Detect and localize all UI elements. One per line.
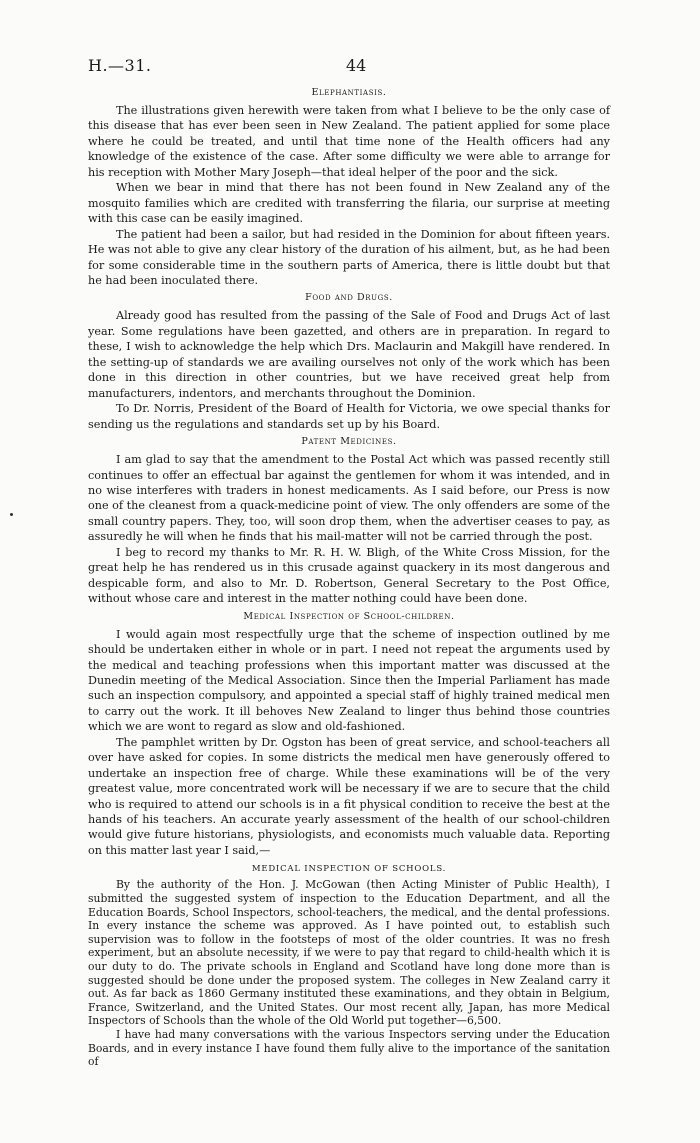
section-medical-inspection	[88, 609, 610, 859]
section-heading: Patent Medicines.	[301, 436, 397, 448]
section-heading: Food and Drugs.	[305, 292, 393, 304]
section-food-and-drugs	[88, 290, 610, 432]
section-heading: Medical Inspection of School-children.	[243, 610, 455, 622]
page-header	[88, 56, 618, 76]
section-patent-medicines	[88, 434, 610, 607]
margin-dot	[10, 513, 13, 516]
section-heading: Elephantiasis.	[311, 87, 387, 98]
page-number: 44	[346, 56, 367, 75]
paragraph: I beg to record my thanks to Mr. R. H. W. Bligh, of the White Cross Mission, for the great help he has rendered us in this crusade against quackery in its most dangerous and despicable form, and also to Mr. D. Robertson, General Secretary to the Post Office, without whose care and interest in the matter nothing could have been done.	[88, 545, 610, 606]
page-body	[88, 83, 610, 1069]
paragraph: To Dr. Norris, President of the Board of Health for Victoria, we owe special thanks for sending us the regulations and standards set up by his Board.	[88, 402, 610, 431]
paragraph: The illustrations given herewith were taken from what I believe to be the only case of this disease that has ever been seen in New Zealand. The patient applied for some place where he could be treated, and until that time none of the Health officers had any knowledge of the existence of the case. After some difficulty we were able to arrange for his reception with Mother Mary Joseph—that ideal helper of the poor and the sick.	[88, 104, 610, 179]
paragraph: The pamphlet written by Dr. Ogston has been of great service, and school-teachers all over have asked for copies. In some districts the medical men have generously offered to undertake an inspection free of charge. While these examinations will be of the very greatest value, more concentrated work will be necessary if we are to secure that the child who is required to attend our schools is in a fit physical condition to receive the best at the hands of his teachers. An accurate yearly assessment of the health of our school-children would give future historians, physiologists, and economists much valuable data. Reporting on this matter last year I said,—	[88, 735, 610, 857]
paragraph: Already good has resulted from the passing of the Sale of Food and Drugs Act of last year. Some regulations have been gazetted, and others are in preparation. In regard to these, I wish to acknowledge the help which Drs. Maclaurin and Makgill have rendered. In the setting-up of standards we are availing ourselves not only of the work which has been done in this direction in other countries, but we have received great help from manufacturers, indentors, and merchants throughout the Dominion.	[88, 309, 610, 400]
quote-heading: MEDICAL INSPECTION OF SCHOOLS.	[251, 864, 447, 875]
quote-paragraph: By the authority of the Hon. J. McGowan (then Acting Minister of Public Health), I submitted the suggested system of inspection to the Education Department, and all the Education Boards, School Inspectors, school-teachers, the medical, and the dental professions. In every instance the scheme was approved. As I have pointed out, to establish such supervision was to follow in the footsteps of most of the older countries. It was no fresh experiment, but an absolute necessity, if we were to pay that regard to child-health which it is our duty to do. The private schools in England and Scotland have long done more than is suggested should be done under the proposed system. The colleges in New Zealand carry it out. As far back as 1860 Germany instituted these examinations, and they obtain in Belgium, France, Switzerland, and the United States. Our most recent ally, Japan, has more Medical Inspectors of Schools than the whole of the Old World put together—6,500.	[88, 878, 610, 1028]
paragraph: I am glad to say that the amendment to the Postal Act which was passed recently still continues to offer an effectual bar against the gentlemen for whom it was intended, and in no wise interferes with traders in honest medicaments. As I said before, our Press is now one of the cleanest from a quack-medicine point of view. The only offenders are some of the small country papers. They, too, will soon drop them, when the advertiser ceases to pay, as assuredly he will when he finds that his mail-matter will not be carried through the post.	[88, 453, 610, 544]
quoted-report	[88, 862, 610, 1068]
document-reference: H.—31.	[88, 56, 152, 75]
paragraph: I would again most respectfully urge that the scheme of inspection outlined by me should be undertaken either in whole or in part. I need not repeat the arguments used by the medical and teaching professions when this important matter was discussed at the Dunedin meeting of the Medical Association. Since then the Imperial Parliament has made such an inspection compulsory, and appointed a special staff of highly trained medical men to carry out the work. It ill behoves New Zealand to linger thus behind those countries which we are wont to regard as slow and old-fashioned.	[88, 627, 610, 734]
paragraph: When we bear in mind that there has not been found in New Zealand any of the mosquito families which are credited with transferring the filaria, our surprise at meeting with this case can be easily imagined.	[88, 181, 610, 226]
section-elephantiasis	[88, 85, 610, 288]
paragraph: The patient had been a sailor, but had resided in the Dominion for about fifteen years. He was not able to give any clear history of the duration of his ailment, but, as he had been for some considerable time in the southern parts of America, there is little doubt but that he had been inoculated there.	[88, 227, 610, 287]
quote-paragraph: I have had many conversations with the various Inspectors serving under the Education Boards, and in every instance I have found them fully alive to the importance of the sanitation of	[88, 1027, 610, 1069]
